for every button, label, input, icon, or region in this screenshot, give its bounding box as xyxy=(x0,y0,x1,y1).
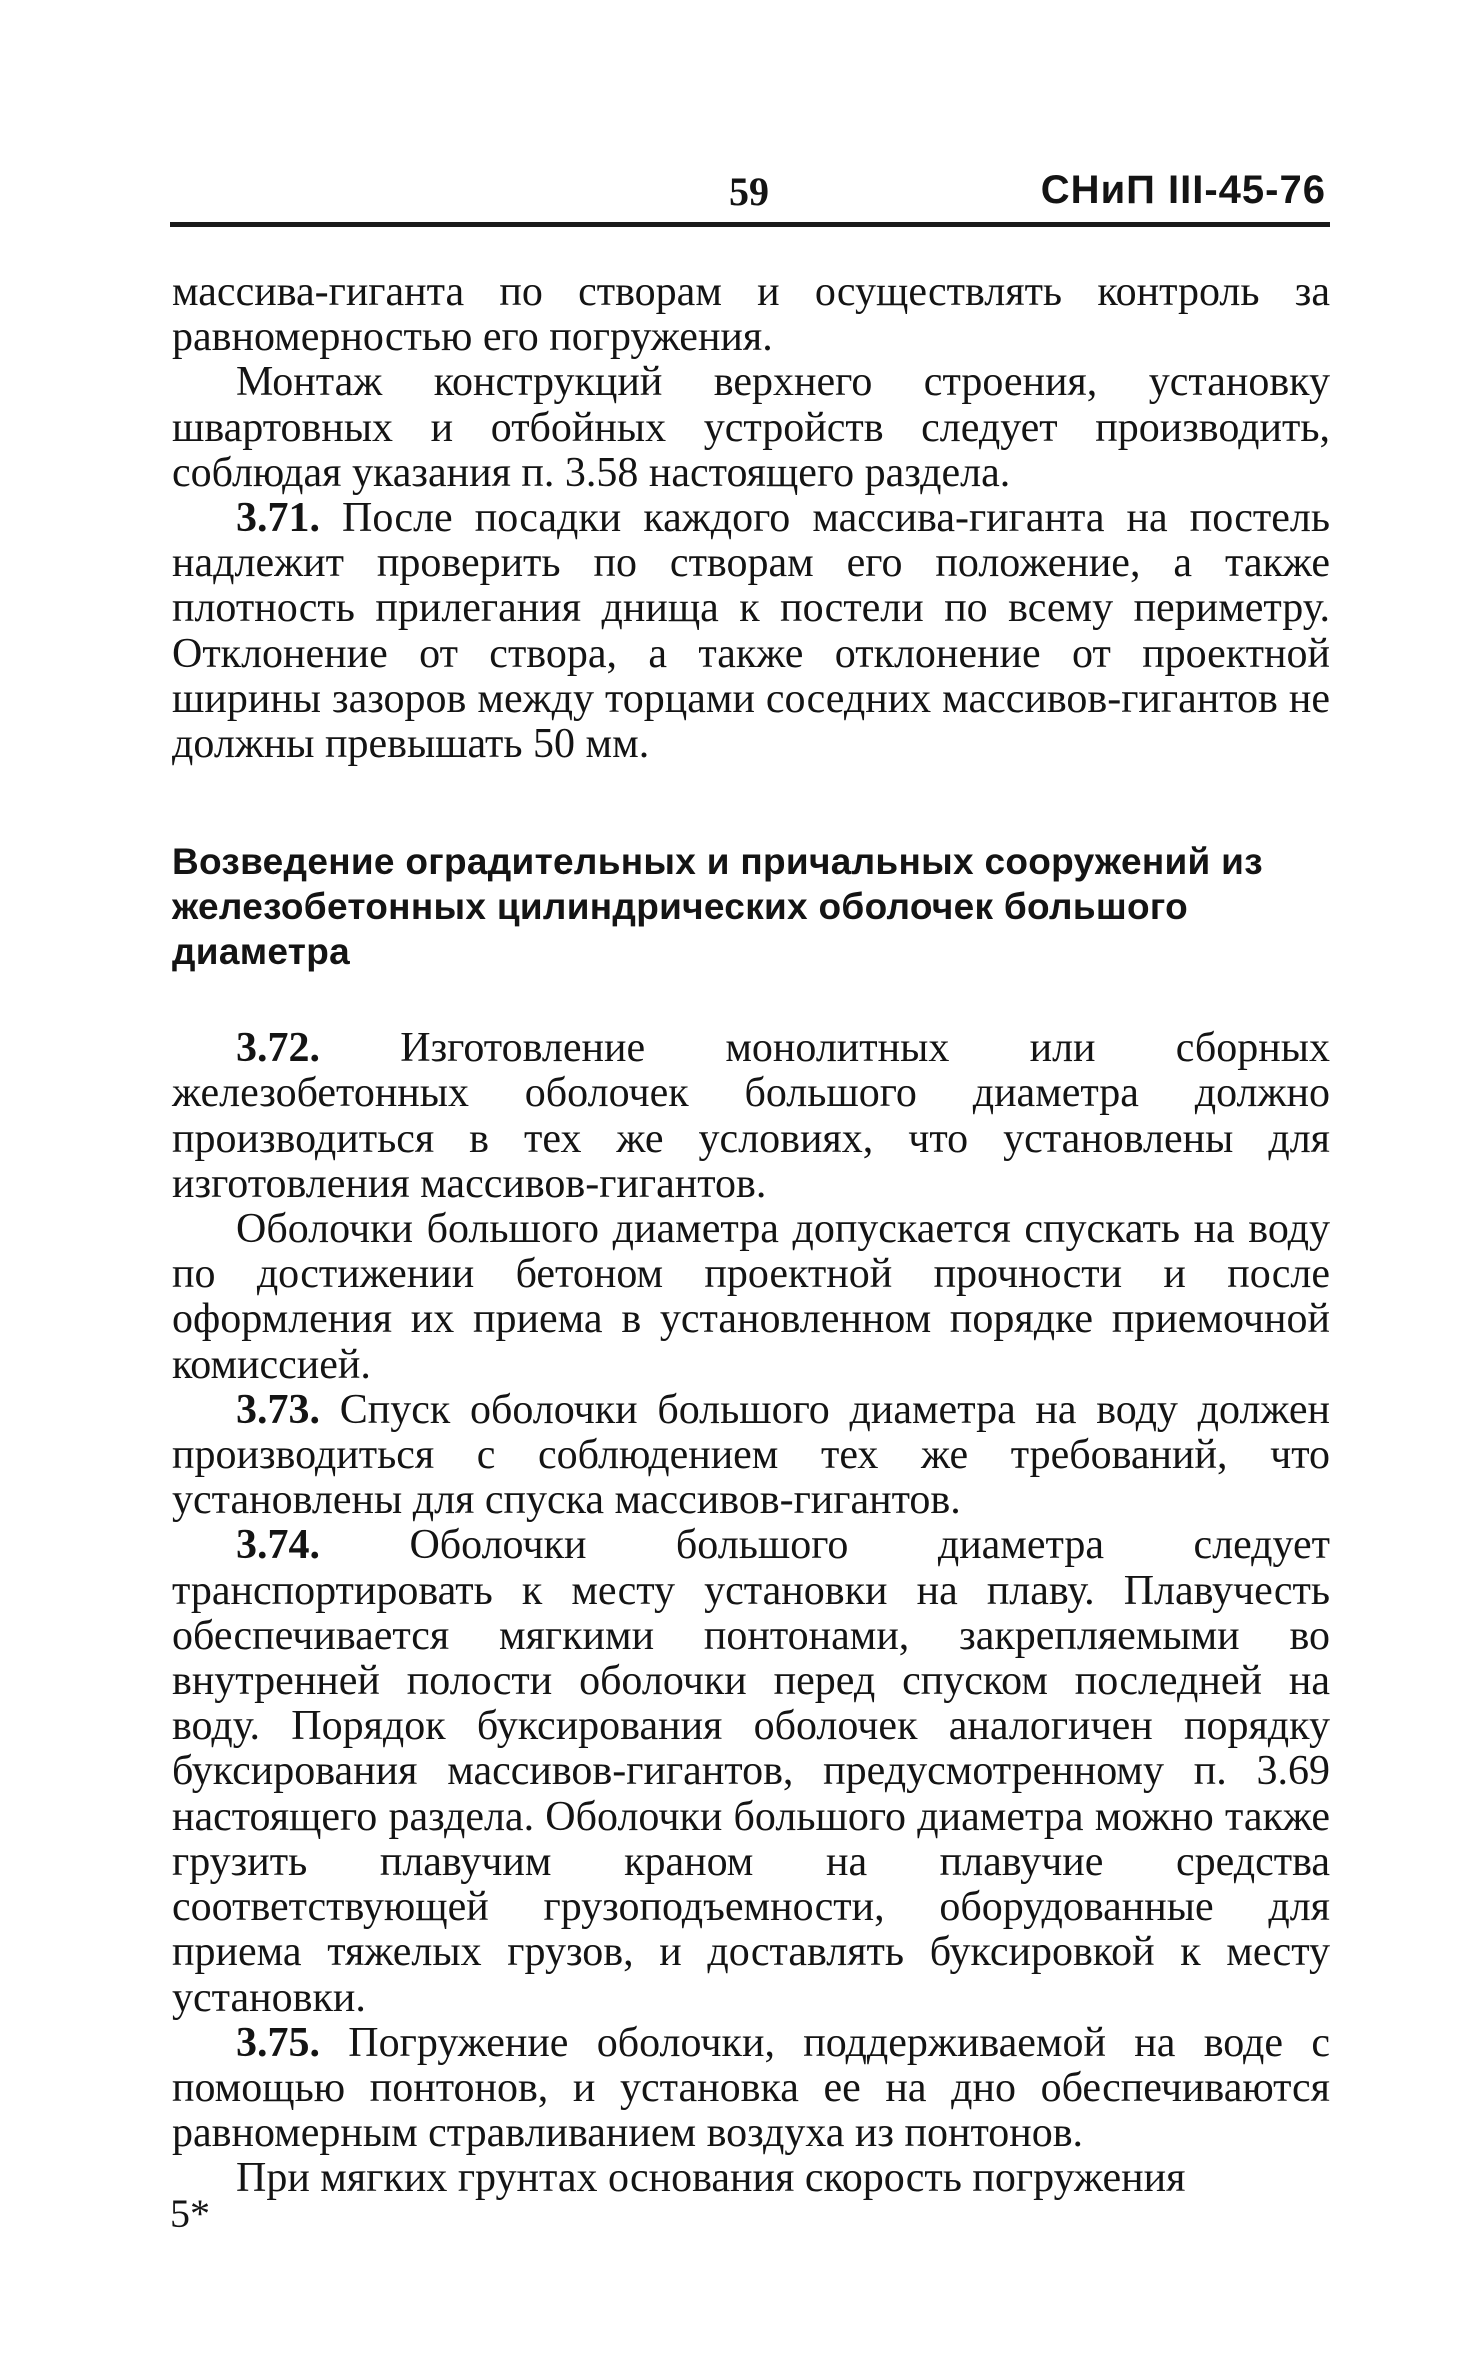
paragraph-text: Оболочки большого диаметра следует транспортировать к месту установки на плаву. Плавучесть обеспечивается мягкими понтонами, закрепляемыми во внутренней полости оболочки перед спуском последней на воду. Порядок буксирования оболочек аналогичен порядку буксирования массивов-гигантов, предусмотренному п. 3.69 настоящего раздела. Оболочки большого диаметра можно также грузить плавучим краном на плавучие средства соответствующей грузоподъемности, оборудованные для приема тяжелых грузов, и доставлять буксировкой к месту установки. xyxy=(172,1522,1330,2021)
page-header xyxy=(174,168,1326,228)
clause-number: 3.74. xyxy=(236,1522,320,1569)
clause-number: 3.72. xyxy=(236,1025,320,1072)
clause-number: 3.71. xyxy=(236,495,320,542)
paragraph-text: Спуск оболочки большого диаметра на воду должен производиться с соблюдением тех же требований, что установлены для спуска массивов-гигантов. xyxy=(172,1386,1330,1524)
paragraph-text: Изготовление монолитных или сборных железобетонных оболочек большого диаметра должно производиться в тех же условиях, что установлены для изготовления массивов-гигантов. xyxy=(172,1025,1330,1207)
clause-3-75 xyxy=(172,2021,1330,2157)
paragraph xyxy=(172,1207,1330,1388)
paragraph xyxy=(172,2156,1330,2201)
paragraph-text: При мягких грунтах основания скорость погружения xyxy=(236,2155,1186,2202)
clause-number: 3.75. xyxy=(236,2019,320,2066)
paragraph-text: Погружение оболочки, поддерживаемой на воде с помощью понтонов, и установка ее на дно обеспечиваются равномерным стравливанием воздуха из понтонов. xyxy=(172,2019,1330,2157)
paragraph-text: После посадки каждого массива-гиганта на постель надлежит проверить по створам его положение, а также плотность прилегания днища к постели по всему периметру. Отклонение от створа, а также отклонение от проектной ширины зазоров между торцами соседних массивов-гигантов не должны превышать 50 мм. xyxy=(172,495,1330,768)
paragraph-text: Оболочки большого диаметра допускается спускать на воду по достижении бетоном проектной прочности и после оформления их приема в установленном порядке приемочной комиссией. xyxy=(172,1206,1330,1388)
clause-number: 3.73. xyxy=(236,1386,320,1433)
page-number: 59 xyxy=(729,169,769,214)
paragraph-text: массива-гиганта по створам и осуществлять контроль за равномерностью его погружения. xyxy=(172,269,1330,361)
clause-3-72 xyxy=(172,1026,1330,1207)
section-heading: Возведение оградительных и причальных сооружений из железобетонных цилиндрических оболочек большого диаметра xyxy=(172,841,1263,973)
page-body xyxy=(172,270,1330,2202)
paragraph-text: Монтаж конструкций верхнего строения, установку швартовных и отбойных устройств следует производить, соблюдая указания п. 3.58 настоящего раздела. xyxy=(172,359,1330,496)
clause-3-71 xyxy=(172,496,1330,767)
paragraph xyxy=(172,360,1330,496)
header-rule xyxy=(170,222,1330,227)
clause-3-74 xyxy=(172,1523,1330,2020)
signature-mark: 5* xyxy=(170,2191,210,2236)
document-code: СНиП III-45-76 xyxy=(1040,168,1326,212)
clause-3-73 xyxy=(172,1388,1330,1524)
paragraph xyxy=(172,270,1330,360)
